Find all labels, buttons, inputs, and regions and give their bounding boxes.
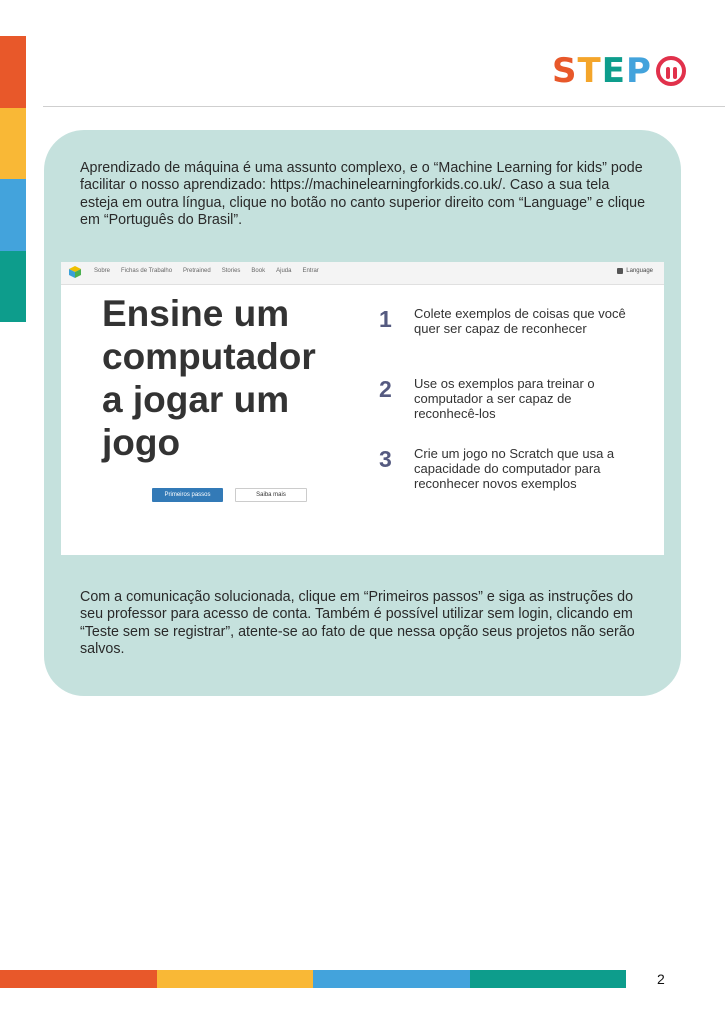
language-button[interactable]: [617, 268, 653, 274]
logo-badge-icon: [656, 56, 686, 86]
primeiros-passos-button[interactable]: Primeiros passos: [152, 488, 223, 502]
hero-title: Ensine um computador a jogar um jogo: [102, 293, 316, 463]
outro-paragraph: Com a comunicação solucionada, clique em “Primeiros passos” e siga as instruções do seu professor para acesso de conta. Também é possível utilizar sem login, clicando em “Teste sem se registrar”, atente-se ao fato de que nessa opção seus projetos não serão salvos.: [80, 589, 635, 658]
bar-blue: [313, 970, 470, 988]
step-number: 3: [379, 446, 392, 472]
nav-item-book[interactable]: Book: [251, 268, 266, 274]
bar-teal: [470, 970, 626, 988]
nav-menu: [94, 268, 319, 274]
logo-letter: P: [625, 51, 652, 91]
nav-item-pretrained[interactable]: Pretrained: [183, 268, 211, 274]
step-text: Colete exemplos de coisas que você quer ser capaz de reconhecer: [414, 306, 626, 336]
step-logo: [552, 51, 686, 91]
nav-item-ajuda[interactable]: Ajuda: [276, 268, 292, 274]
step-number: 1: [379, 306, 392, 332]
nav-item-fichas[interactable]: Fichas de Trabalho: [121, 268, 173, 274]
logo-text: [552, 51, 652, 91]
language-icon: [617, 268, 623, 274]
logo-letter: T: [577, 51, 602, 91]
stripe-blue: [0, 179, 26, 251]
stripe-yellow: [0, 108, 26, 180]
header-divider: [43, 106, 725, 107]
left-color-stripe: [0, 36, 26, 322]
stripe-orange: [0, 36, 26, 108]
step-text: Use os exemplos para treinar o computador a ser capaz de reconhecê-los: [414, 376, 595, 421]
website-screenshot: [61, 262, 664, 555]
bar-orange: [0, 970, 157, 988]
logo-letter: S: [552, 51, 578, 91]
step-text: Crie um jogo no Scratch que usa a capacidade do computador para reconhecer novos exemplos: [414, 446, 615, 491]
nav-item-entrar[interactable]: Entrar: [302, 268, 319, 274]
saiba-mais-button[interactable]: Saiba mais: [235, 488, 307, 502]
intro-paragraph: Aprendizado de máquina é uma assunto complexo, e o “Machine Learning for kids” pode facilitar o nosso aprendizado: https://machinelearningforkids.co.uk/. Caso a sua tela esteja em outra língua, clique no botão no canto superior direito com “Language” e clique em “Português do Brasil”.: [80, 160, 646, 229]
nav-item-stories[interactable]: Stories: [221, 268, 241, 274]
stripe-teal: [0, 251, 26, 323]
bottom-color-bar: [0, 970, 626, 988]
page-number: 2: [657, 971, 665, 987]
bar-yellow: [157, 970, 313, 988]
site-navbar: [61, 262, 664, 285]
language-label: Language: [626, 268, 653, 274]
nav-item-sobre[interactable]: Sobre: [94, 268, 111, 274]
logo-letter: E: [601, 51, 626, 91]
cube-logo-icon: [68, 265, 82, 279]
step-number: 2: [379, 376, 392, 402]
